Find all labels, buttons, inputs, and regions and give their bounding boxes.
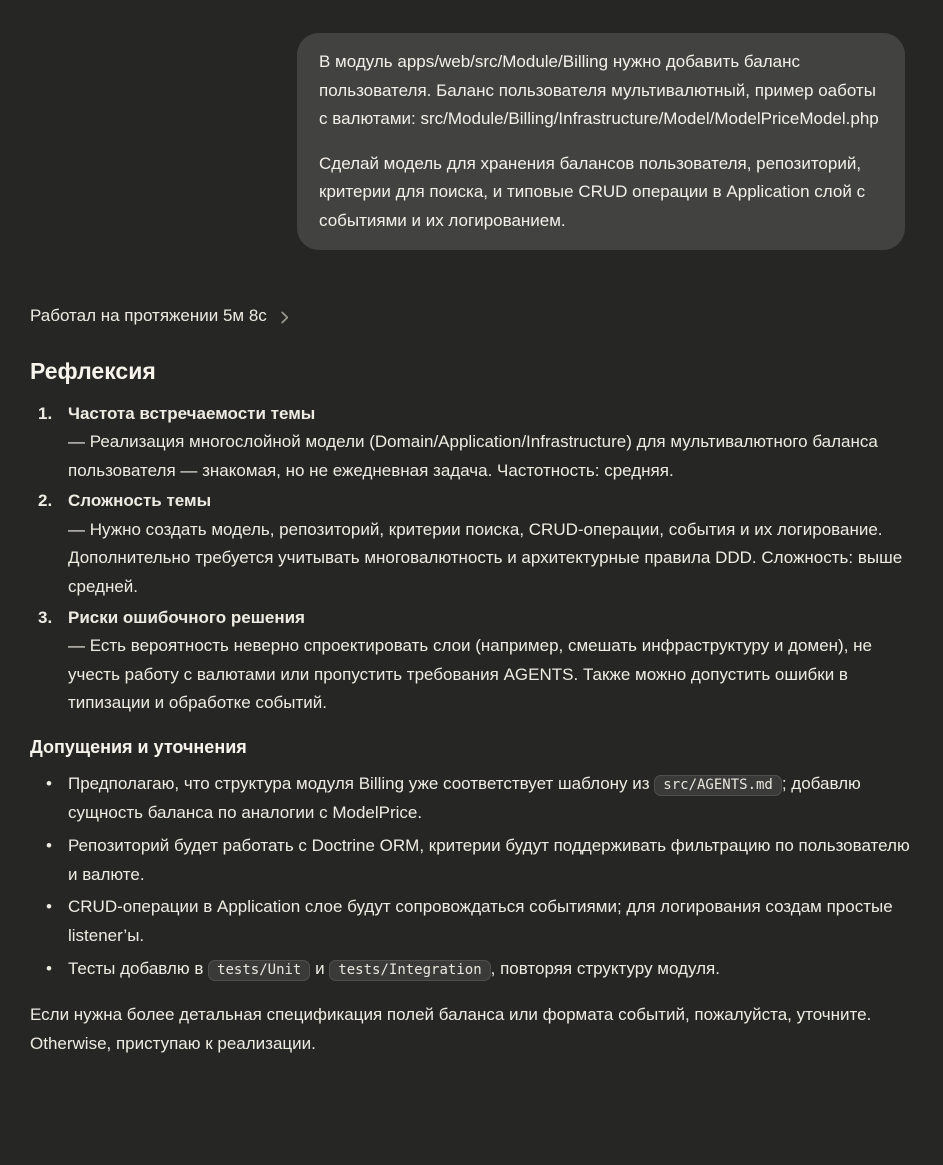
chevron-right-icon[interactable] [277, 310, 292, 325]
work-duration-label: Работал на протяжении 5м 8с [30, 306, 267, 326]
list-number: 3. [38, 607, 53, 627]
assumptions-list [30, 770, 913, 984]
work-duration-toggle[interactable] [30, 302, 292, 331]
inline-code-chip: tests/Unit [208, 960, 310, 981]
reflection-item [38, 604, 913, 718]
user-message-paragraph: Сделай модель для хранения балансов пользователя, репозиторий, критерии для поиска, и типовые CRUD операции в Application слой с событиями и их логированием. [319, 153, 866, 230]
inline-code-chip: tests/Integration [329, 960, 490, 981]
assumption-item: • Репозиторий будет работать с Doctrine ORM, критерии будут поддерживать фильтрацию по пользователю и валюте. [30, 832, 913, 890]
closing-paragraph: Если нужна более детальная спецификация полей баланса или формата событий, пожалуйста, уточните. Otherwise, приступаю к реализации. [30, 1005, 872, 1053]
list-number: 1. [38, 403, 53, 423]
reflection-item-title: Риски ошибочного решения [68, 607, 305, 627]
assumption-item: • CRUD-операции в Application слое будут сопровождаться событиями; для логирования создам простые listener’ы. [30, 893, 913, 951]
assumption-item: • Предполагаю, что структура модуля Billing уже соответствует шаблону из src/AGENTS.md ; добавлю сущность баланса по аналогии с ModelPrice. [30, 770, 913, 828]
reflection-list [30, 400, 913, 718]
user-message-paragraph: В модуль apps/web/src/Module/Billing нужно добавить баланс пользователя. Баланс пользователя мультивалютный, пример оаботы с валютами: src/Module/Billing/Infrastructure/Model/ModelPriceModel.php [319, 52, 879, 129]
reflection-item [38, 400, 913, 486]
reflection-item-body: — Нужно создать модель, репозиторий, критерии поиска, CRUD-операции, события и их логирование. Дополнительно требуется учитывать многовалютность и архитектурные правила DDD. Сложность: выше средней. [68, 519, 903, 596]
assumptions-heading: Допущения и уточнения [30, 736, 247, 757]
reflection-item-content [68, 487, 913, 601]
reflection-item-title: Частота встречаемости темы [68, 403, 316, 423]
reflection-item-content [68, 400, 913, 486]
reflection-item-content [68, 604, 913, 718]
user-message-bubble [297, 33, 905, 250]
inline-code-chip: src/AGENTS.md [654, 775, 782, 796]
reflection-item [38, 487, 913, 601]
reflection-item-body: — Есть вероятность неверно спроектировать слои (например, смешать инфраструктуру и домен), не учесть работу с валютами или пропустить требования AGENTS. Также можно допустить ошибки в типизации и обработке событий. [68, 636, 872, 713]
assumption-item: • Тесты добавлю в tests/Unit и tests/Integration , повторяя структуру модуля. [30, 955, 913, 984]
reflection-item-title: Сложность темы [68, 491, 212, 511]
reflection-heading: Рефлексия [30, 357, 156, 384]
reflection-item-body: — Реализация многослойной модели (Domain/Application/Infrastructure) для мультивалютного баланса пользователя — знакомая, но не ежедневная задача. Частотность: средняя. [68, 432, 878, 480]
user-message-row [30, 33, 913, 250]
list-number: 2. [38, 491, 53, 511]
